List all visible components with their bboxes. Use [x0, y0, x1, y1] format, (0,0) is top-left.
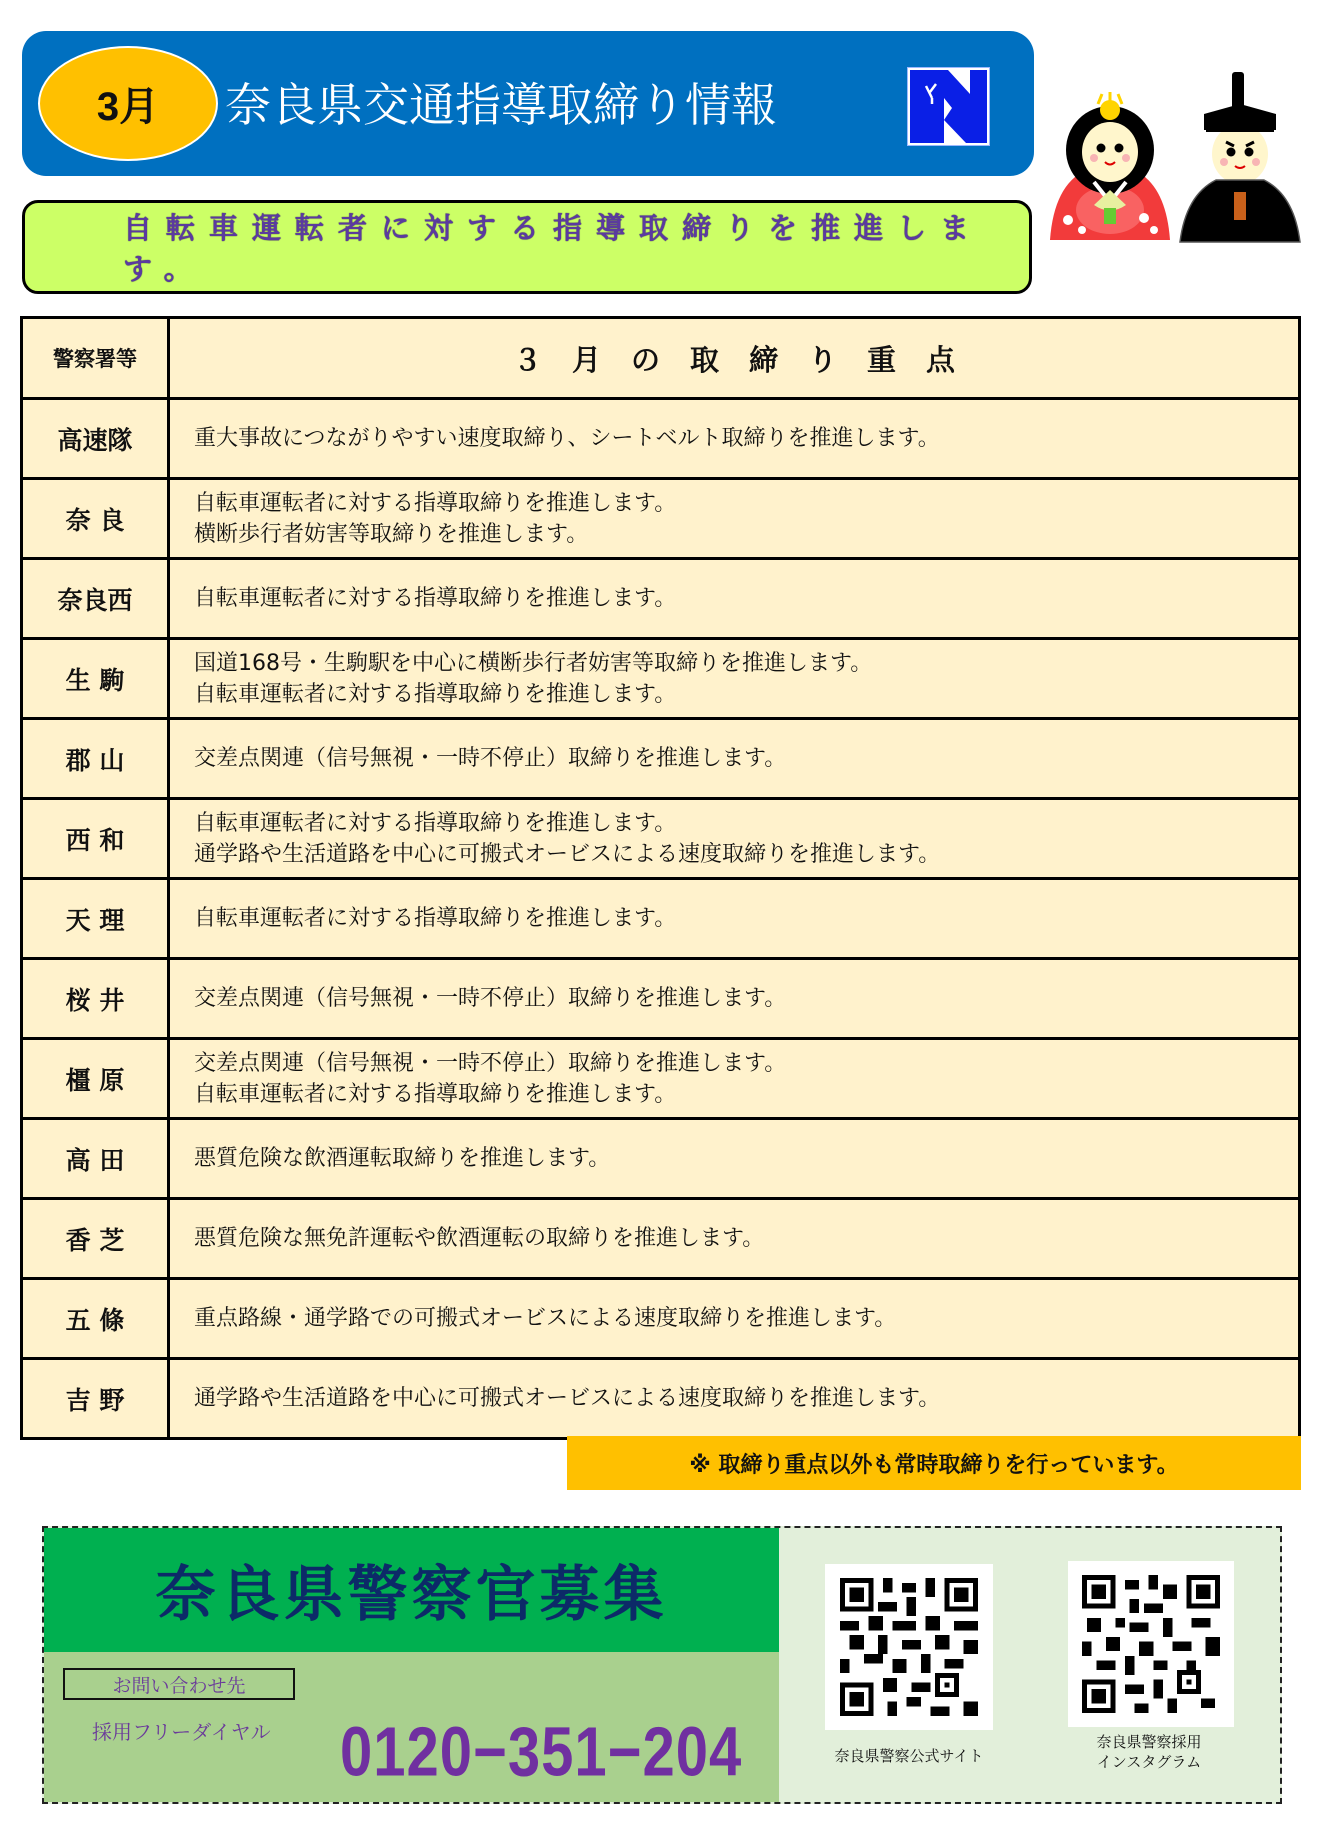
phone-number[interactable]: 0120−351−204: [340, 1713, 743, 1792]
qr-caption-instagram-line2: インスタグラム: [1096, 1753, 1202, 1771]
column-header-station: 警察署等: [23, 319, 170, 397]
station-name: 桜 井: [23, 960, 170, 1037]
station-name: 高 田: [23, 1120, 170, 1197]
table-row: [23, 1197, 1298, 1277]
focus-cell: [170, 480, 1298, 557]
focus-line: 自転車運転者に対する指導取締りを推進します。: [194, 906, 677, 931]
focus-cell: [170, 1120, 1298, 1197]
qr-caption-instagram-line1: 奈良県警察採用: [1096, 1733, 1202, 1751]
table-row: [23, 397, 1298, 477]
station-name: 生 駒: [23, 640, 170, 717]
focus-line: 交差点関連（信号無視・一時不停止）取締りを推進します。: [194, 1050, 787, 1076]
station-name: 橿 原: [23, 1040, 170, 1117]
station-name: 吉 野: [23, 1360, 170, 1437]
police-logo-icon: [907, 67, 990, 146]
focus-line: 横断歩行者妨害等取締りを推進します。: [194, 521, 589, 547]
focus-line: 自転車運転者に対する指導取締りを推進します。: [194, 586, 677, 611]
table-row: [23, 1277, 1298, 1357]
focus-cell: [170, 640, 1298, 717]
focus-line: 国道168号・生駒駅を中心に横断歩行者妨害等取締りを推進します。: [194, 650, 873, 676]
focus-line: 重点路線・通学路での可搬式オービスによる速度取締りを推進します。: [194, 1306, 897, 1331]
focus-cell: [170, 1200, 1298, 1277]
focus-line: 通学路や生活道路を中心に可搬式オービスによる速度取締りを推進します。: [194, 841, 941, 867]
focus-cell: [170, 960, 1298, 1037]
enforcement-table: [20, 316, 1301, 1440]
focus-line: 悪質危険な飲酒運転取締りを推進します。: [194, 1146, 611, 1171]
focus-line: 自転車運転者に対する指導取締りを推進します。: [194, 1081, 677, 1107]
table-row: [23, 477, 1298, 557]
recruitment-left-panel: [44, 1528, 779, 1802]
qr-code-official-site-icon[interactable]: [825, 1564, 993, 1730]
focus-line: 交差点関連（信号無視・一時不停止）取締りを推進します。: [194, 986, 787, 1011]
focus-line: 重大事故につながりやすい速度取締り、シートベルト取締りを推進します。: [194, 426, 940, 451]
table-row: [23, 717, 1298, 797]
subtitle-text: 自転車運転者に対する指導取締りを推進します。: [123, 211, 984, 286]
focus-line: 悪質危険な無免許運転や飲酒運転の取締りを推進します。: [194, 1226, 765, 1251]
focus-cell: [170, 720, 1298, 797]
table-row: [23, 637, 1298, 717]
recruitment-section: [42, 1526, 1282, 1804]
table-row: [23, 1037, 1298, 1117]
focus-line: 交差点関連（信号無視・一時不停止）取締りを推進します。: [194, 746, 787, 771]
inquiry-label: お問い合わせ先: [63, 1668, 295, 1700]
column-header-focus: ３月の取締り重点: [512, 342, 985, 377]
focus-cell: [170, 560, 1298, 637]
page-title: 奈良県交通指導取締り情報: [225, 78, 777, 132]
table-header-row: [23, 319, 1298, 397]
station-name: 郡 山: [23, 720, 170, 797]
table-row: [23, 1357, 1298, 1437]
station-name: 西 和: [23, 800, 170, 877]
table-row: [23, 797, 1298, 877]
month-badge: 3月: [38, 46, 218, 161]
station-name: 奈良西: [23, 560, 170, 637]
focus-cell: [170, 1280, 1298, 1357]
freedial-label: 採用フリーダイヤル: [92, 1720, 271, 1744]
focus-cell: [170, 400, 1298, 477]
focus-line: 自転車運転者に対する指導取締りを推進します。: [194, 490, 677, 516]
station-name: 天 理: [23, 880, 170, 957]
station-name: 五 條: [23, 1280, 170, 1357]
station-name: 香 芝: [23, 1200, 170, 1277]
hina-emperor-doll-icon: [1176, 70, 1304, 250]
focus-line: 自転車運転者に対する指導取締りを推進します。: [194, 681, 677, 707]
hina-empress-doll-icon: [1046, 90, 1174, 250]
note-banner: ※ 取締り重点以外も常時取締りを行っています。: [567, 1436, 1301, 1490]
focus-cell: [170, 1040, 1298, 1117]
table-row: [23, 877, 1298, 957]
qr-caption-instagram: [1044, 1732, 1254, 1772]
focus-cell: [170, 800, 1298, 877]
qr-code-instagram-icon[interactable]: [1068, 1561, 1234, 1727]
table-row: [23, 557, 1298, 637]
table-row: [23, 957, 1298, 1037]
station-name: 奈 良: [23, 480, 170, 557]
focus-cell: [170, 1360, 1298, 1437]
focus-line: 自転車運転者に対する指導取締りを推進します。: [194, 810, 677, 836]
focus-line: 通学路や生活道路を中心に可搬式オービスによる速度取締りを推進します。: [194, 1386, 941, 1411]
station-name: 高速隊: [23, 400, 170, 477]
subtitle-banner: [22, 200, 1032, 294]
table-row: [23, 1117, 1298, 1197]
recruitment-title: 奈良県警察官募集: [44, 1528, 779, 1652]
recruitment-contact: [44, 1652, 779, 1802]
qr-caption-official-site: 奈良県警察公式サイト: [834, 1747, 984, 1765]
focus-cell: [170, 880, 1298, 957]
